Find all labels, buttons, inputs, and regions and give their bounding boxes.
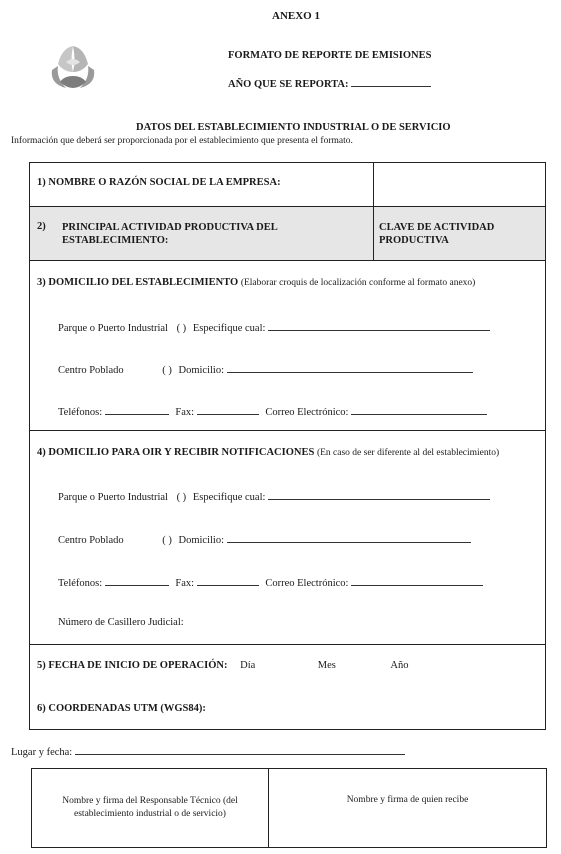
logo-icon bbox=[44, 42, 102, 94]
notif-industrial-park-label: Parque o Puerto Industrial bbox=[58, 492, 168, 503]
notifications-address-note: (En caso de ser diferente al del establecimiento) bbox=[316, 448, 500, 458]
fax-label: Fax: bbox=[175, 407, 195, 418]
activity-label-line1: PRINCIPAL ACTIVIDAD PRODUCTIVA DEL bbox=[62, 222, 278, 233]
activity-label bbox=[62, 221, 278, 247]
address-label: Domicilio: bbox=[178, 365, 224, 376]
annex-title: ANEXO 1 bbox=[272, 10, 320, 22]
notif-fax-input-line[interactable] bbox=[197, 575, 259, 586]
notif-phones-label: Teléfonos: bbox=[58, 578, 103, 589]
notif-address-label: Domicilio: bbox=[178, 535, 224, 546]
notif-specify-input-line[interactable] bbox=[268, 489, 490, 500]
judicial-box-label: Número de Casillero Judicial: bbox=[58, 617, 184, 628]
notifications-address-title: 4) DOMICILIO PARA OIR Y RECIBIR NOTIFICACIONES bbox=[37, 447, 315, 458]
signature-divider bbox=[268, 768, 269, 848]
utm-coordinates-label: 6) COORDENADAS UTM (WGS84): bbox=[37, 703, 206, 714]
notif-address-input-line[interactable] bbox=[227, 532, 471, 543]
intro-text: Información que deberá ser proporcionada por el establecimiento que presenta el formato. bbox=[11, 136, 353, 146]
year-op-label: Año bbox=[390, 660, 409, 671]
notif-specify-label: Especifique cual: bbox=[192, 492, 266, 503]
establishment-address-heading bbox=[37, 277, 475, 288]
place-date-input-line[interactable] bbox=[75, 744, 405, 755]
specify-label: Especifique cual: bbox=[192, 323, 266, 334]
year-input-line[interactable] bbox=[351, 76, 431, 87]
phones-label: Teléfonos: bbox=[58, 407, 103, 418]
notif-email-input-line[interactable] bbox=[351, 575, 483, 586]
notif-industrial-park-checkbox[interactable]: ( ) bbox=[176, 492, 187, 503]
start-date-label: 5) FECHA DE INICIO DE OPERACIÓN: bbox=[37, 660, 228, 671]
phones-input-line[interactable] bbox=[105, 404, 169, 415]
contact-row bbox=[58, 404, 487, 418]
receiver-signature-label: Nombre y firma de quien recibe bbox=[346, 795, 469, 805]
notif-town-checkbox[interactable]: ( ) bbox=[162, 535, 172, 546]
town-row bbox=[58, 362, 473, 376]
notif-town-row bbox=[58, 532, 471, 546]
receiver-signature-box[interactable] bbox=[269, 795, 546, 805]
establishment-address-note: (Elaborar croquis de localización conforme al formato anexo) bbox=[240, 278, 476, 288]
row-divider bbox=[29, 644, 546, 645]
notifications-address-heading bbox=[37, 447, 499, 458]
row-divider bbox=[29, 260, 546, 261]
industrial-park-label: Parque o Puerto Industrial bbox=[58, 323, 168, 334]
notif-phones-input-line[interactable] bbox=[105, 575, 169, 586]
activity-code-line1: CLAVE DE ACTIVIDAD bbox=[379, 222, 495, 233]
place-date-label: Lugar y fecha: bbox=[11, 747, 73, 758]
company-name-label: 1) NOMBRE O RAZÓN SOCIAL DE LA EMPRESA: bbox=[37, 177, 281, 188]
notif-contact-row bbox=[58, 575, 483, 589]
activity-label-line2: ESTABLECIMIENTO: bbox=[62, 235, 169, 246]
fax-input-line[interactable] bbox=[197, 404, 259, 415]
day-label: Día bbox=[240, 660, 256, 671]
month-label: Mes bbox=[317, 660, 336, 671]
town-checkbox[interactable]: ( ) bbox=[162, 365, 172, 376]
company-name-input[interactable] bbox=[374, 163, 545, 206]
year-label: AÑO QUE SE REPORTA: bbox=[228, 79, 349, 90]
year-field bbox=[228, 76, 431, 90]
specify-input-line[interactable] bbox=[268, 320, 490, 331]
notif-fax-label: Fax: bbox=[175, 578, 195, 589]
judicial-box-row bbox=[58, 617, 184, 628]
activity-code-label bbox=[379, 221, 494, 247]
address-input-line[interactable] bbox=[227, 362, 473, 373]
notif-email-label: Correo Electrónico: bbox=[265, 578, 349, 589]
establishment-address-title: 3) DOMICILIO DEL ESTABLECIMIENTO bbox=[37, 277, 239, 288]
row-divider bbox=[29, 430, 546, 431]
technical-signature-line2: establecimiento industrial o de servicio) bbox=[74, 809, 226, 819]
start-date-row bbox=[37, 660, 408, 671]
activity-number: 2) bbox=[37, 221, 46, 232]
email-input-line[interactable] bbox=[351, 404, 487, 415]
technical-signature-line1: Nombre y firma del Responsable Técnico (del bbox=[62, 796, 238, 806]
format-title: FORMATO DE REPORTE DE EMISIONES bbox=[228, 50, 432, 61]
section-title: DATOS DEL ESTABLECIMIENTO INDUSTRIAL O DE SERVICIO bbox=[136, 122, 451, 133]
place-date-row bbox=[11, 744, 405, 758]
technical-signature-box[interactable] bbox=[32, 795, 268, 821]
notif-industrial-park-row bbox=[58, 489, 490, 503]
industrial-park-checkbox[interactable]: ( ) bbox=[176, 323, 187, 334]
activity-code-line2: PRODUCTIVA bbox=[379, 235, 449, 246]
industrial-park-row bbox=[58, 320, 490, 334]
town-label: Centro Poblado bbox=[58, 365, 124, 376]
notif-town-label: Centro Poblado bbox=[58, 535, 124, 546]
email-label: Correo Electrónico: bbox=[265, 407, 349, 418]
